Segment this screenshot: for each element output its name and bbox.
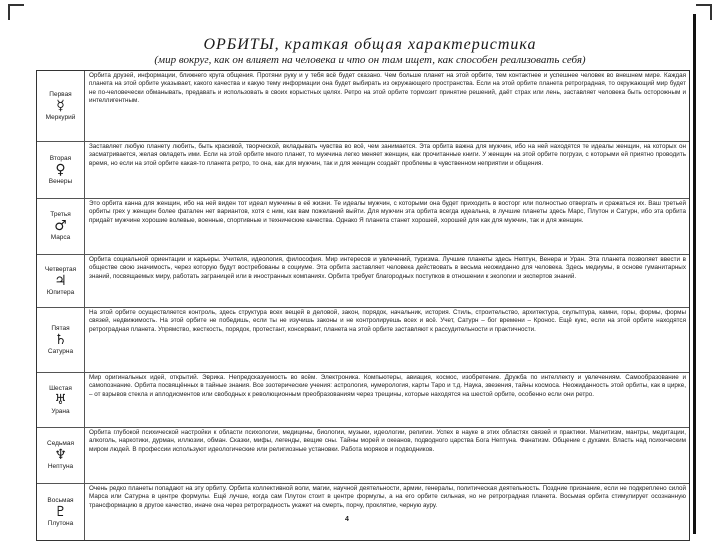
planet-cell xyxy=(37,484,85,540)
orbit-ordinal: Седьмая xyxy=(47,440,74,447)
uranus-icon: ♅ xyxy=(54,391,67,408)
orbit-ordinal: Шестая xyxy=(49,384,72,392)
orbit-description: Это орбита канна для женщин, ибо на ней виден тот идеал мужчины в её жизни. Те идеалы мужчин, с которыми она будет приходить в восторг или полностью отвергать и сражаться их. Ваш третьей орбиты грех у женщин более фатален нет вариантов, хотя с ним, как вам пожеланий выйти. Для мужчин эта орбита всегда идеальна, в лучшие планеты здесь Марс, Плутон и Сатурн, ибо эта орбита придаёт мужчине хорошие волевые, военные, спортивные и технические качества. Однако Я планета станет хорошей, хорошей для как для мужчин, так и для женщин. xyxy=(89,200,686,224)
orbit-ordinal: Восьмая xyxy=(47,496,74,504)
table-row xyxy=(37,142,689,199)
planet-name: Венеры xyxy=(48,177,73,185)
table-row xyxy=(37,484,689,540)
neptune-icon: ♆ xyxy=(54,447,67,463)
document-subtitle: (мир вокруг, как он влияет на человека и что он там ищет, как способен реализовать себя) xyxy=(154,54,586,66)
orbit-ordinal: Пятая xyxy=(51,324,70,332)
planet-cell xyxy=(37,199,85,254)
orbit-description: Орбита социальной ориентации и карьеры. Учителя, идеология, философия. Мир интересов и увлечений, туризма. Лучшие планеты здесь Нептун, Венера и Уран. Эта планета позволяет ввести в обществе свою значимость, через которую будут востребованы в социуме. Эта орбита заставляет человека действовать в весьма неожиданно для человека. Здесь медиумы, в основе гуманитарных знаний, посвящаемых миру, работать заграницей или в иностранных компаниях. Орбита требует благородных поступков в отношении к экологии и экспертов знаний. xyxy=(89,256,686,280)
orbit-description: На этой орбите осуществляется контроль, здесь структура всех вещей в деловой, закон, порядок, начальник, история. Стиль, строительство, архитектура, скульптура, камни, горы, формы, формы связей, недвижимость. На этой орбите не победишь, если ты не изучишь законы и не контролируешь всех и всё. Учет, Сатурн – бог времени – Кронос. Ещё кукс, если на этой орбите находятся ретроградная планета. Упрямство, жесткость, порядок, протестант, консервант, планета на этой орбите заставляют к рассудительности и практичности. xyxy=(89,309,686,333)
planet-name: Нептуна xyxy=(47,463,74,470)
mercury-icon: ☿ xyxy=(56,97,65,114)
planet-name: Урана xyxy=(51,407,70,415)
planet-cell xyxy=(37,71,85,141)
planet-cell xyxy=(37,308,85,372)
corner-mark-top-left xyxy=(8,4,24,20)
document-header xyxy=(100,36,640,66)
page-edge-rule xyxy=(693,14,696,534)
orbit-ordinal: Первая xyxy=(49,90,72,98)
orbit-description: Мир оригинальных идей, открытий. Эврика. Непредсказуемость во всём. Электроника. Компьютеры, авиация, космос, изобретение. Дружба по интеллекту и увлечениям. Самообразование и самопознание. Орбита посвящённых в тайные знания. Все эзотерические учения: астрология, нумерология, карты Таро и т.д. Наука, звезения, тайны космоса. Неожиданность этой орбиты, как в цирке, – от взрывов стекла и аплодисментов или свободных к революционным преобразованиям через трещины, которые находятся на шестой орбите, особенно если они ретро. xyxy=(89,374,686,398)
orbit-description: Орбита друзей, информации, ближнего круга общения. Протяни руку и у тебя всё будет сказано. Чем больше планет на этой орбите, тем контактнее и успешнее человек во внешнем мире. Каждая планета на этой орбите указывает, какого качества и какую тему информации она будет выбирать из окружающего пространства. Если на этой орбите планета ретроградная, то окружающий мир будет не по-человечески обманывать, предавать и использовать в своих корыстных целях. Ретро на этой орбите тормозит принятие решений, даёт страх или лень, заставляет человека быть осторожным и интеллигентным. xyxy=(89,72,686,104)
planet-name: Плутона xyxy=(47,519,74,527)
table-row xyxy=(37,373,689,428)
jupiter-icon: ♃ xyxy=(54,272,67,289)
table-row xyxy=(37,428,689,484)
page-number: 4 xyxy=(345,516,349,523)
saturn-icon: ♄ xyxy=(54,331,67,348)
pluto-icon: ♇ xyxy=(54,503,67,520)
orbits-table xyxy=(36,70,690,541)
planet-name: Сатурна xyxy=(47,347,74,355)
planet-name: Марса xyxy=(50,234,71,241)
table-row xyxy=(37,71,689,142)
table-row xyxy=(37,308,689,373)
orbit-description: Очень редко планеты попадают на эту орбиту. Орбита коллективной воли, магии, научной деятельности, армии, генералы, политическая деятельность. Поздние признание, если не подкреплено силой Марса или Сатурна в центре формулы. Ещё лучше, когда сам Плутон стоит в центре формулы, а на его орбите сильная, но не ретроградная планета. Восьмая орбита стимулирует осознанную трансформацию в другое качество, иначе она через ретроградность укажет на смерть, порчу, проклятие, черную ауру. xyxy=(89,485,686,509)
mars-icon: ♂ xyxy=(54,218,67,234)
document-title: ОРБИТЫ, краткая общая характеристика xyxy=(203,36,537,53)
orbit-ordinal: Вторая xyxy=(49,154,72,162)
planet-name: Меркурий xyxy=(45,113,76,121)
planet-cell xyxy=(37,255,85,307)
orbit-ordinal: Третья xyxy=(50,211,71,218)
orbit-ordinal: Четвертая xyxy=(44,265,77,273)
planet-cell xyxy=(37,428,85,483)
planet-cell xyxy=(37,373,85,427)
orbit-description: Орбита глубокой психической настройки к области психологии, медицины, биологии, музыки, идеологии, религии. Успех в науке в этих областях связей и практики. Магнитизм, мантры, медитации, алкоголь, наркотики, дурман, иллюзии, обман. Сказки, мифы, легенды, вещие сны. Тайны морей и океанов, подводного царства Бога Нептуна. Фанатизм. Общение с духами. Власть над психическим миром людей. В профессии используют идеологические или религиозные установки. Работа моряков и подводников. xyxy=(89,429,686,453)
planet-cell xyxy=(37,142,85,198)
orbit-description: Заставляет любую планету любить, быть красивой, творческой, вкладывать чувства во всё, чем занимается. Эта орбита важна для мужчин, ибо на ней находятся те идеалы женщин, на которых он засматривается, желая овладеть ими. Если на этой орбите много планет, то мужчина легко меняет женщин, как прочитанные книги. У женщин на этой орбите погрузи, с которыми ей приятно проводить время, но если на этой орбите какая-то планета ретро, то она, как для мужчин, так и для женщин создаёт проблемы в чувственном неприятии и общения. xyxy=(89,143,686,167)
table-row xyxy=(37,199,689,255)
table-row xyxy=(37,255,689,308)
corner-mark-top-right xyxy=(696,4,712,20)
venus-icon: ♀ xyxy=(55,161,66,178)
planet-name: Юпитера xyxy=(46,288,75,296)
